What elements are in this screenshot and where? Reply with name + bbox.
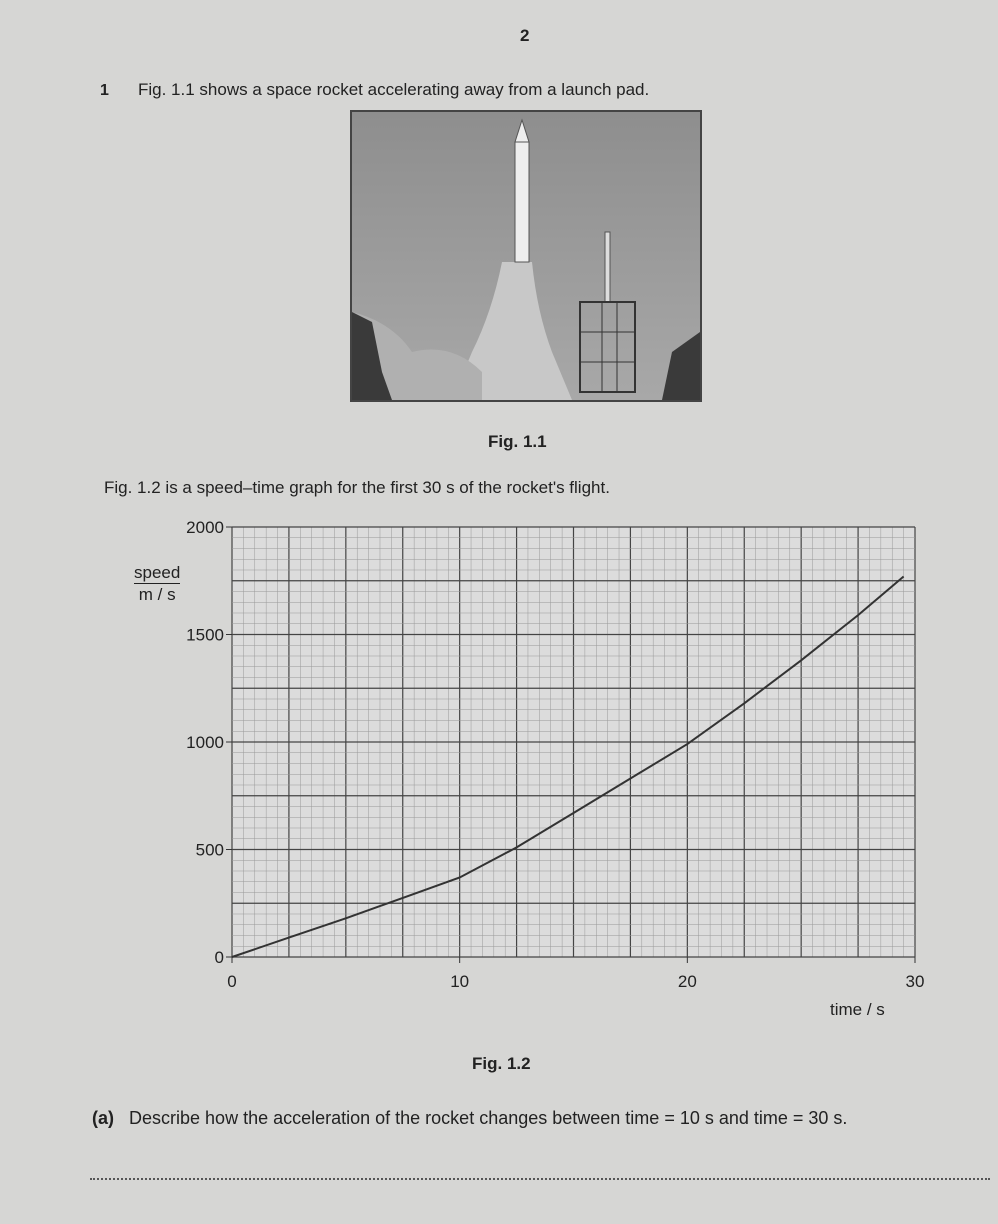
x-tick-label: 10	[450, 972, 470, 991]
y-axis-unit: m / s	[134, 583, 180, 605]
y-axis-quantity: speed	[134, 563, 181, 582]
question-text: Fig. 1.1 shows a space rocket accelerating away from a launch pad.	[138, 80, 650, 99]
intro-text: Fig. 1.2 is a speed–time graph for the first 30 s of the rocket's flight.	[104, 478, 610, 497]
part-a-question	[92, 1108, 847, 1129]
y-tick-label: 2000	[186, 518, 224, 537]
figure-2-caption: Fig. 1.2	[472, 1054, 531, 1073]
y-tick-label: 1500	[186, 625, 224, 645]
x-tick-label: 0	[227, 972, 237, 991]
question-number: 1	[100, 82, 109, 99]
x-tick-label: 30	[905, 972, 925, 991]
x-axis-label: time / s	[830, 1000, 885, 1019]
y-tick-label: 500	[195, 840, 224, 860]
answer-line[interactable]	[90, 1178, 990, 1180]
y-tick-label: 1000	[186, 733, 224, 752]
y-tick-label: 0	[214, 948, 224, 967]
page-number: 2	[520, 26, 530, 45]
part-a-text: Describe how the acceleration of the rocket changes between time = 10 s and time = 30 s.	[129, 1108, 848, 1128]
x-tick-label: 20	[677, 972, 697, 991]
figure-1-caption: Fig. 1.1	[488, 432, 547, 451]
part-a-label: (a)	[92, 1108, 114, 1128]
